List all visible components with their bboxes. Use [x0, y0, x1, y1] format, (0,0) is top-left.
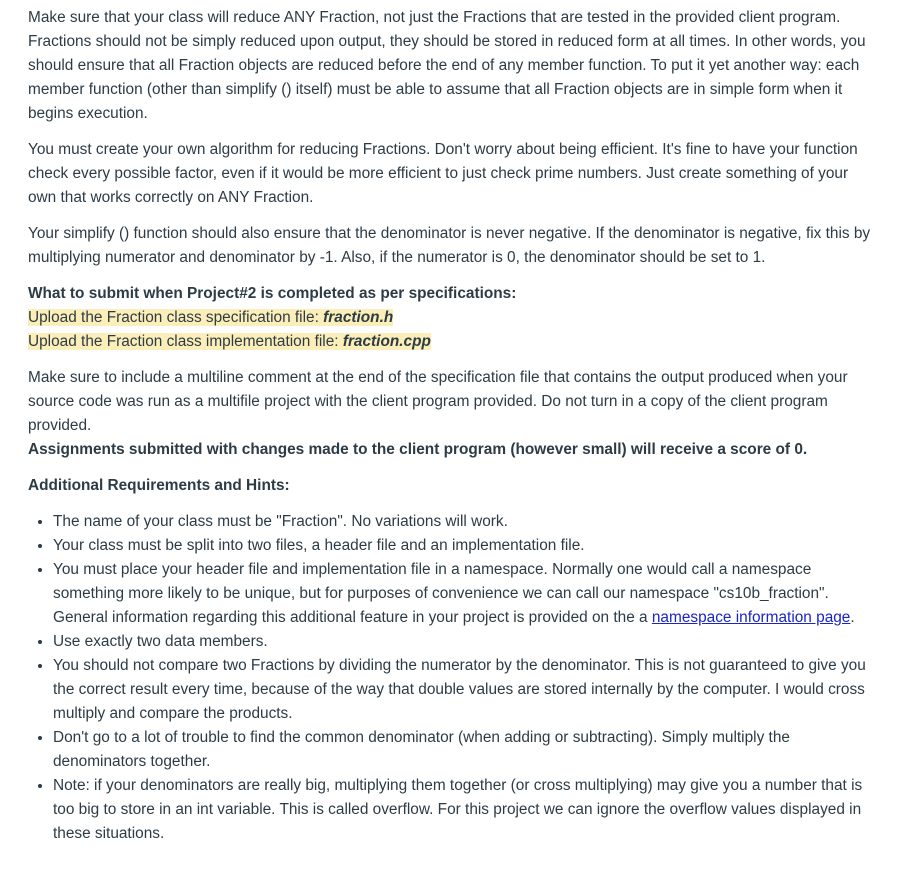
- spec-file-name: fraction.h: [323, 309, 394, 326]
- submit-section: [28, 282, 880, 354]
- assignment-content: [28, 6, 880, 846]
- impl-file-name: fraction.cpp: [342, 333, 431, 350]
- paragraph-reduce-any-fraction: Make sure that your class will reduce ANY Fraction, not just the Fractions that are tested in the provided client program. Fractions should not be simply reduced upon output, they should be stored in reduced form at all times. In other words, you should ensure that all Fraction objects are reduced before the end of any member function. To put it yet another way: each member function (other than simplify () itself) must be able to assume that all Fraction objects are in simple form when it begins execution.: [28, 9, 866, 122]
- paragraph-own-algorithm: You must create your own algorithm for reducing Fractions. Don't worry about being efficient. It's fine to have your function check every possible factor, even if it would be more efficient to just check prime numbers. Just create something of your own that works correctly on ANY Fraction.: [28, 141, 858, 206]
- list-item: • Your class must be split into two files, a header file and an implementation file.: [53, 534, 880, 558]
- submit-line-spec-text: Upload the Fraction class specification file:: [28, 309, 324, 326]
- submit-line-impl-text: Upload the Fraction class implementation file:: [28, 333, 343, 350]
- requirements-heading: Additional Requirements and Hints:: [28, 477, 290, 494]
- warning-text: Assignments submitted with changes made to the client program (however small) will receive a score of 0.: [28, 441, 808, 458]
- list-item: • Use exactly two data members.: [53, 630, 880, 654]
- submit-heading: What to submit when Project#2 is completed as per specifications:: [28, 285, 517, 302]
- list-item: [53, 558, 880, 630]
- paragraph-denominator-rules: Your simplify () function should also ensure that the denominator is never negative. If the denominator is negative, fix this by multiplying numerator and denominator by -1. Also, if the numerator is 0, the denominator should be set to 1.: [28, 225, 871, 266]
- requirements-list: [28, 510, 880, 846]
- list-item: • Note: if your denominators are really big, multiplying them together (or cross multiplying) may give you a number that is too big to store in an int variable. This is called overflow. For this project we can ignore the overflow values displayed in these situations.: [53, 774, 880, 846]
- paragraph-multiline-comment: Make sure to include a multiline comment at the end of the specification file that contains the output produced when your source code was run as a multifile project with the client program provided. Do not turn in a copy of the client program provided.: [28, 369, 848, 434]
- namespace-information-link[interactable]: namespace information page: [651, 609, 851, 626]
- submit-line-spec: [28, 309, 393, 326]
- list-item: • The name of your class must be "Fraction". No variations will work.: [53, 510, 880, 534]
- comment-section: [28, 366, 880, 462]
- list-item: • You should not compare two Fractions by dividing the numerator by the denominator. This is not guaranteed to give you the correct result every time, because of the way that double values are stored internally by the computer. I would cross multiply and compare the products.: [53, 654, 880, 726]
- submit-line-impl: [28, 333, 431, 350]
- list-item: • Don't go to a lot of trouble to find the common denominator (when adding or subtracting). Simply multiply the denominators together.: [53, 726, 880, 774]
- namespace-text: You must place your header file and implementation file in a namespace. Normally one would call a namespace something more likely to be unique, but for purposes of convenience we can call our namespace "cs10b_fraction". General information regarding this additional feature in your project is provided on the a: [53, 561, 829, 626]
- namespace-text-end: .: [850, 609, 855, 626]
